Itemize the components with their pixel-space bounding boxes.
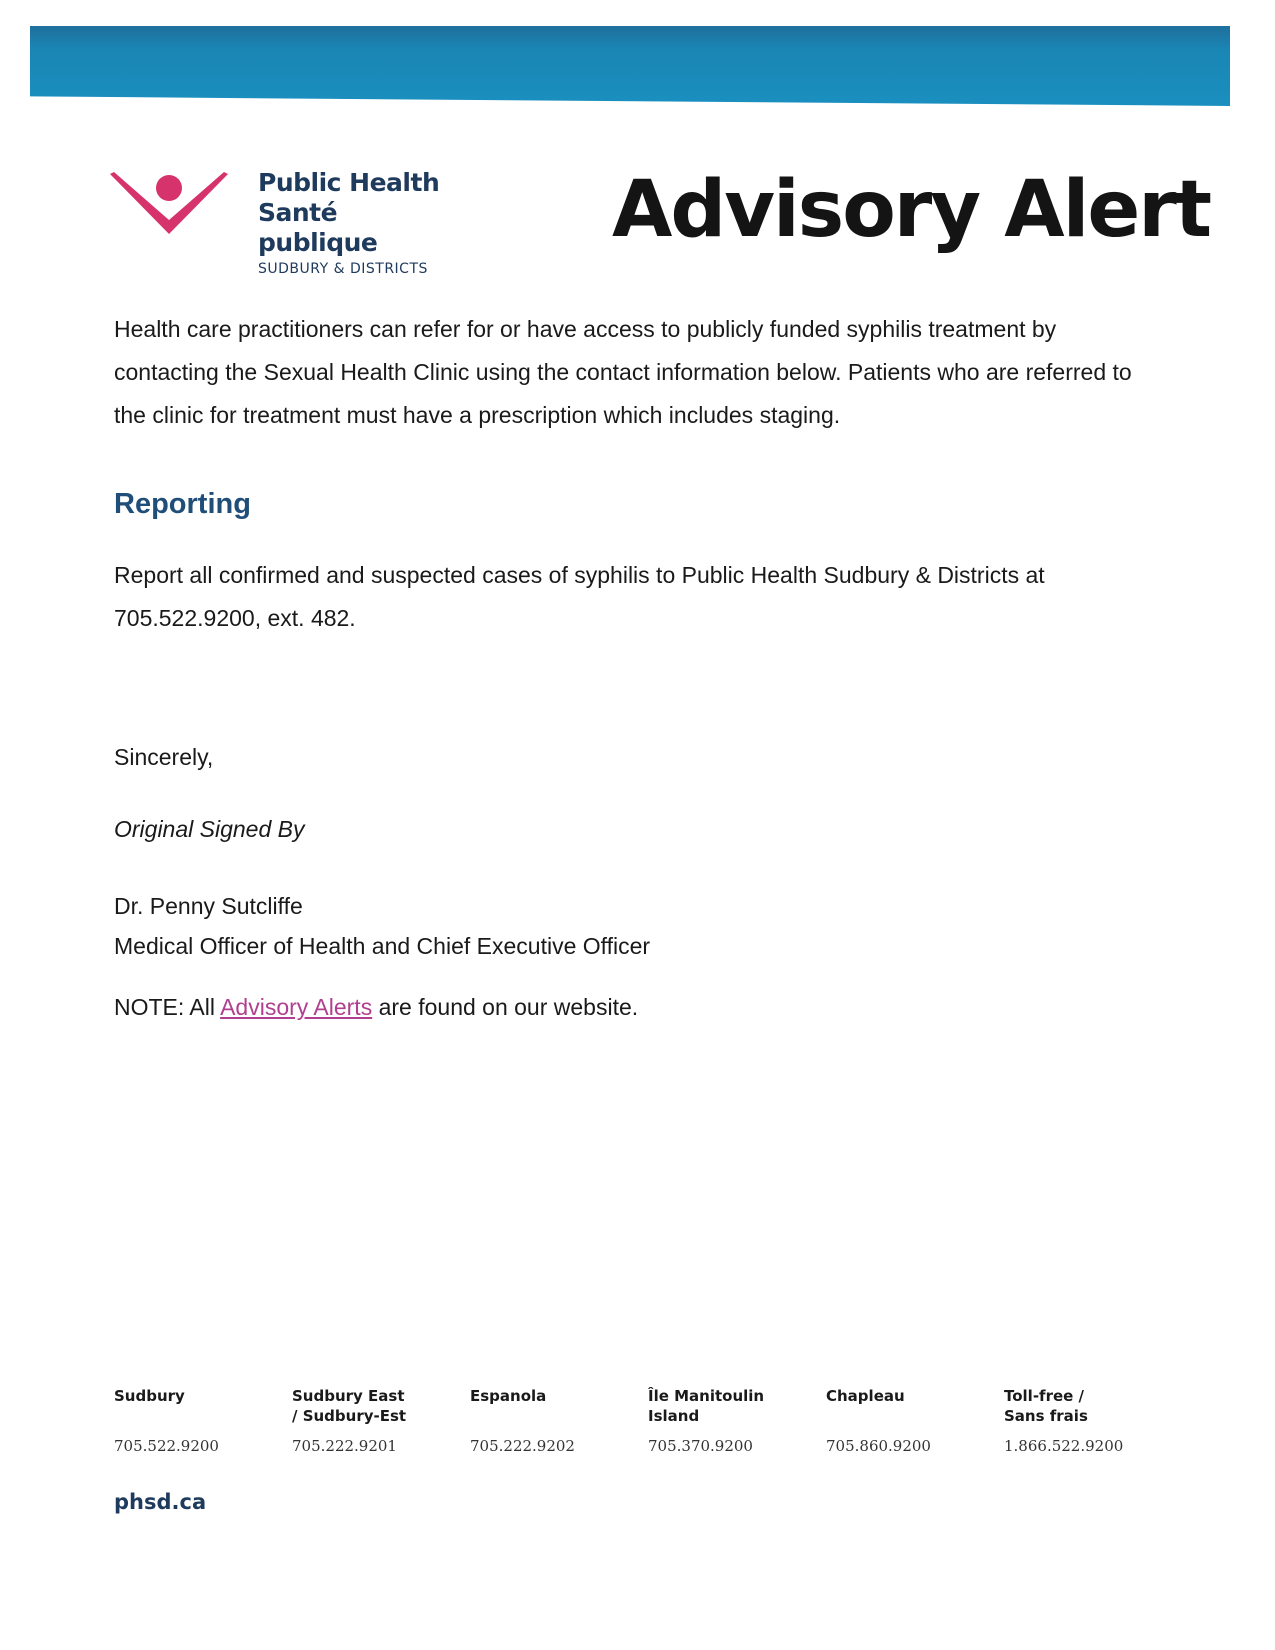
logo-name-french: Santé publique	[258, 198, 378, 257]
note-suffix: are found on our website.	[372, 994, 639, 1020]
header-color-band	[30, 26, 1230, 106]
intro-paragraph: Health care practitioners can refer for or have access to publicly funded syphilis treatment by contacting the Sexual Health Clinic using the contact information below. Patients who are referred to the clinic for treatment must have a prescription which includes staging.	[114, 316, 1132, 428]
office-manitoulin	[648, 1386, 818, 1455]
reporting-heading: Reporting	[114, 488, 251, 520]
note-prefix: NOTE: All	[114, 994, 221, 1020]
office-name: Île Manitoulin Island	[648, 1387, 765, 1425]
office-phone: 705.222.9201	[292, 1437, 397, 1455]
office-phone: 705.522.9200	[114, 1437, 219, 1455]
person-v-logo-icon	[110, 172, 228, 242]
closing-salutation: Sincerely,	[114, 744, 214, 770]
advisory-alerts-link[interactable]: Advisory Alerts	[220, 994, 373, 1020]
office-toll-free	[1004, 1386, 1174, 1455]
public-health-logo	[110, 168, 450, 277]
office-sudbury-east	[292, 1386, 462, 1455]
office-sudbury	[114, 1386, 284, 1455]
signatory-title: Medical Officer of Health and Chief Executive Officer	[114, 933, 651, 959]
office-espanola	[470, 1386, 640, 1455]
website-url[interactable]: phsd.ca	[114, 1490, 207, 1514]
office-phone: 705.860.9200	[826, 1437, 931, 1455]
office-name: Espanola	[470, 1387, 547, 1405]
logo-name-english: Public Health	[258, 168, 440, 197]
website-note	[114, 992, 1154, 1022]
office-phone: 1.866.522.9200	[1004, 1437, 1124, 1455]
logo-wordmark	[258, 168, 450, 280]
signature-note: Original Signed By	[114, 816, 305, 842]
office-name: Sudbury	[114, 1387, 185, 1405]
office-name: Sudbury East / Sudbury-Est	[292, 1387, 407, 1425]
signatory-block	[114, 886, 1154, 966]
office-chapleau	[826, 1386, 996, 1455]
reporting-paragraph: Report all confirmed and suspected cases of syphilis to Public Health Sudbury & Districts at 705.522.9200, ext. 482.	[114, 562, 1045, 631]
page-title: Advisory Alert	[612, 165, 1211, 255]
logo-region: SUDBURY & DISTRICTS	[258, 261, 428, 277]
office-contacts	[114, 1386, 1194, 1476]
office-name: Toll-free / Sans frais	[1004, 1387, 1088, 1425]
office-phone: 705.370.9200	[648, 1437, 753, 1455]
signatory-name: Dr. Penny Sutcliffe	[114, 893, 303, 919]
office-phone: 705.222.9202	[470, 1437, 575, 1455]
office-name: Chapleau	[826, 1387, 905, 1405]
